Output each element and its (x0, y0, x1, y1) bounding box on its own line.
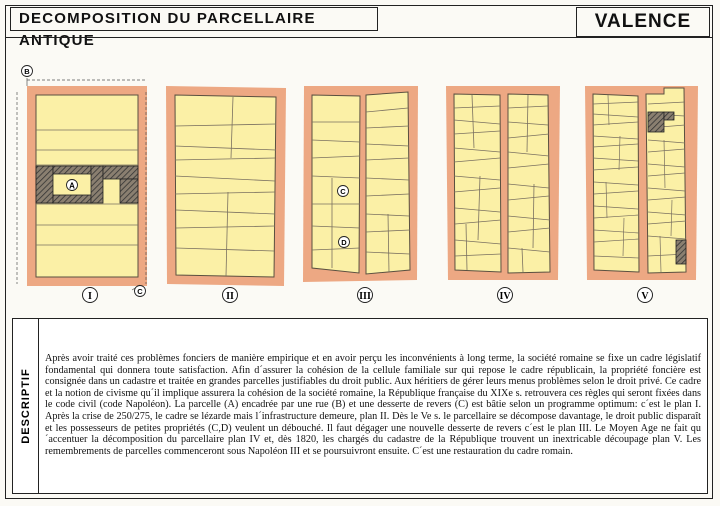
plan-1-numeral: I (88, 291, 92, 302)
plan-1-building (53, 166, 91, 174)
plan-1-building (120, 179, 138, 203)
marker-d-plan3: D (341, 238, 347, 247)
description-label-column (13, 319, 39, 493)
plan-4-parcel-right (508, 94, 550, 273)
plan-2-numeral: II (226, 291, 234, 302)
plan-5-building (676, 240, 686, 264)
marker-c-frame: C (137, 287, 143, 296)
plan-numerals (83, 288, 653, 303)
plan-3 (303, 86, 418, 282)
plan-5-parcel-left (593, 94, 639, 272)
city-title: VALENCE (576, 7, 710, 37)
marker-b: B (24, 67, 30, 76)
plan-1-building (91, 166, 103, 203)
plan-5-building (664, 112, 674, 120)
page-title: DECOMPOSITION DU PARCELLAIRE ANTIQUE (10, 7, 378, 31)
plan-1-building (36, 166, 53, 203)
marker-a: A (69, 181, 75, 191)
plan-5-building (648, 112, 664, 132)
description-label: DESCRIPTIF (19, 368, 32, 444)
description-panel (12, 318, 708, 494)
plan-4 (446, 86, 560, 280)
plan-2 (166, 86, 286, 286)
plan-1 (27, 86, 147, 286)
description-text: Après avoir traité ces problèmes fonciers de manière empirique et en avoir perçu les inconvénients à long terme, la société romaine se fixe un cadre législatif fondamental qui donnera toute satisfaction. Afin d´assurer la cohésion de la cellule familiale sur qui repose le cadre républicain, la propriété foncière est consignée dans un cadastre et traitée en grandes parcelles justifiables du droit public. Aux héritiers de gérer leurs menus problèmes selon le droit privé. Ce cadre et la notion de civisme qu´il implique assurera la cohésion de la société romaine, la République française du XIXe s. retrouvera ces règles qui seront fixées dans le code civil (code Napoléon). La parcelle (A) encadrée par une rue (B) et une desserte de revers (C) est bâtie selon un programme optimum: c´est le plan I. Après la crise de 250/275, le cadre se lézarde mais l´infrastructure demeure, plan II. Dès le Ve s. le parcellaire se décompose davantage, le droit public disparaît et les possesseurs de petites propriétés (C,D) veulent un débouché. Il faut dégager une nouvelle desserte de revers c´est le plan III. Le Moyen Age ne fait qu´accentuer la décomposition du parcellaire plan IV et, dès 1820, les chargés du cadastre de la République trouvent un inextricable découpage plan V. Les remembrements de parcelles commenceront sous Napoléon III et se poursuivront ensuite. C´est une restauration du cadre romain. (45, 353, 701, 457)
plan-4-numeral: IV (499, 291, 511, 302)
plan-1-building (103, 166, 138, 179)
plan-1-building (53, 195, 91, 203)
plan-3-parcel-right (366, 92, 410, 274)
marker-c-plan3: C (340, 187, 346, 196)
plan-3-numeral: III (359, 291, 371, 302)
plan-5-numeral: V (641, 291, 649, 302)
plan-5 (585, 86, 698, 280)
